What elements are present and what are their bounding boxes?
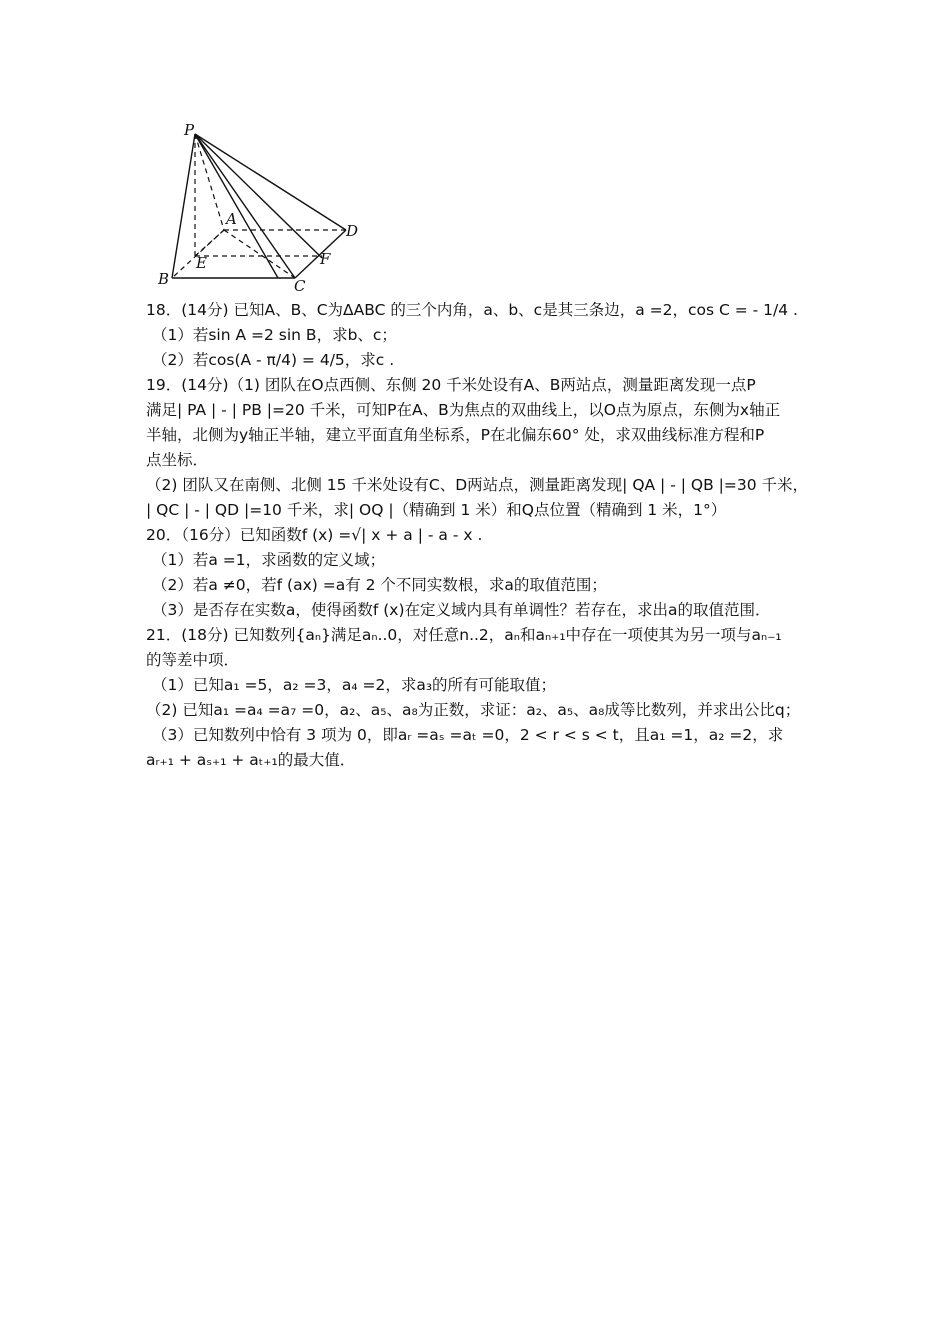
q19-line1: 19．(14分)（1) 团队在O点西侧、东侧 20 千米处设有A、B两站点，测量距离发现一点P: [146, 376, 756, 394]
q20-part2: （2）若a ≠0，若f (ax) =a有 2 个不同实数根，求a的取值范围；: [152, 576, 607, 594]
q21-stem-line2: 的等差中项．: [146, 651, 240, 669]
label-E: E: [196, 254, 207, 272]
q19-line2: 满足| PA | - | PB |=20 千米，可知P在A、B为焦点的双曲线上，以O点为原点，东侧为x轴正: [146, 401, 781, 419]
q20-part1: （1）若a =1，求函数的定义域；: [152, 551, 386, 569]
q18-stem: 18．(14分) 已知A、B、C为ΔABC 的三个内角，a、b、c是其三条边，a =2，cos C = - 1/4 .: [146, 301, 798, 319]
label-D: D: [346, 222, 359, 240]
q19-line4: 点坐标．: [146, 451, 209, 469]
q20-stem: 20．（16分）已知函数f (x) =√| x + a | - a - x .: [146, 526, 483, 544]
q18-part2: （2）若cos(A - π/4) = 4/5，求c .: [152, 351, 395, 369]
label-C: C: [294, 277, 306, 295]
q21-part1: （1）已知a₁ =5，a₂ =3，a₄ =2，求a₃的所有可能取值；: [152, 676, 557, 694]
q21-part3-line2: aᵣ₊₁ + aₛ₊₁ + aₜ₊₁的最大值．: [146, 751, 356, 769]
q19-line3: 半轴，北侧为y轴正半轴，建立平面直角坐标系，P在北偏东60° 处，求双曲线标准方程和P: [146, 426, 765, 444]
pyramid-figure: [140, 118, 380, 298]
label-A: A: [226, 210, 237, 228]
q18-part1: （1）若sin A =2 sin B，求b、c；: [152, 326, 397, 344]
label-F: F: [320, 250, 331, 268]
label-P: P: [184, 121, 195, 139]
q21-part2: （2) 已知a₁ =a₄ =a₇ =0，a₂、a₅、a₈为正数，求证：a₂、a₅、a₈成等比数列，并求出公比q；: [146, 701, 801, 719]
q21-part3-line1: （3）已知数列中恰有 3 项为 0，即aᵣ =aₛ =aₜ =0，2 < r < s < t，且a₁ =1，a₂ =2，求: [152, 726, 784, 744]
q21-stem-line1: 21．(18分) 已知数列{aₙ}满足aₙ..0，对任意n..2，aₙ和aₙ₊₁中存在一项使其为另一项与aₙ₋₁: [146, 626, 782, 644]
pyramid-diagram: [140, 118, 380, 298]
label-B: B: [158, 270, 170, 288]
problem-text: [146, 298, 810, 773]
q20-part3: （3）是否存在实数a，使得函数f (x)在定义域内具有单调性？若存在，求出a的取值范围．: [152, 601, 771, 619]
q19-part2-line2: | QC | - | QD |=10 千米，求| OQ |（精确到 1 米）和Q点位置（精确到 1 米，1°）: [146, 501, 727, 519]
q19-part2-line1: （2) 团队又在南侧、北侧 15 千米处设有C、D两站点，测量距离发现| QA | - | QB |=30 千米，: [146, 476, 808, 494]
